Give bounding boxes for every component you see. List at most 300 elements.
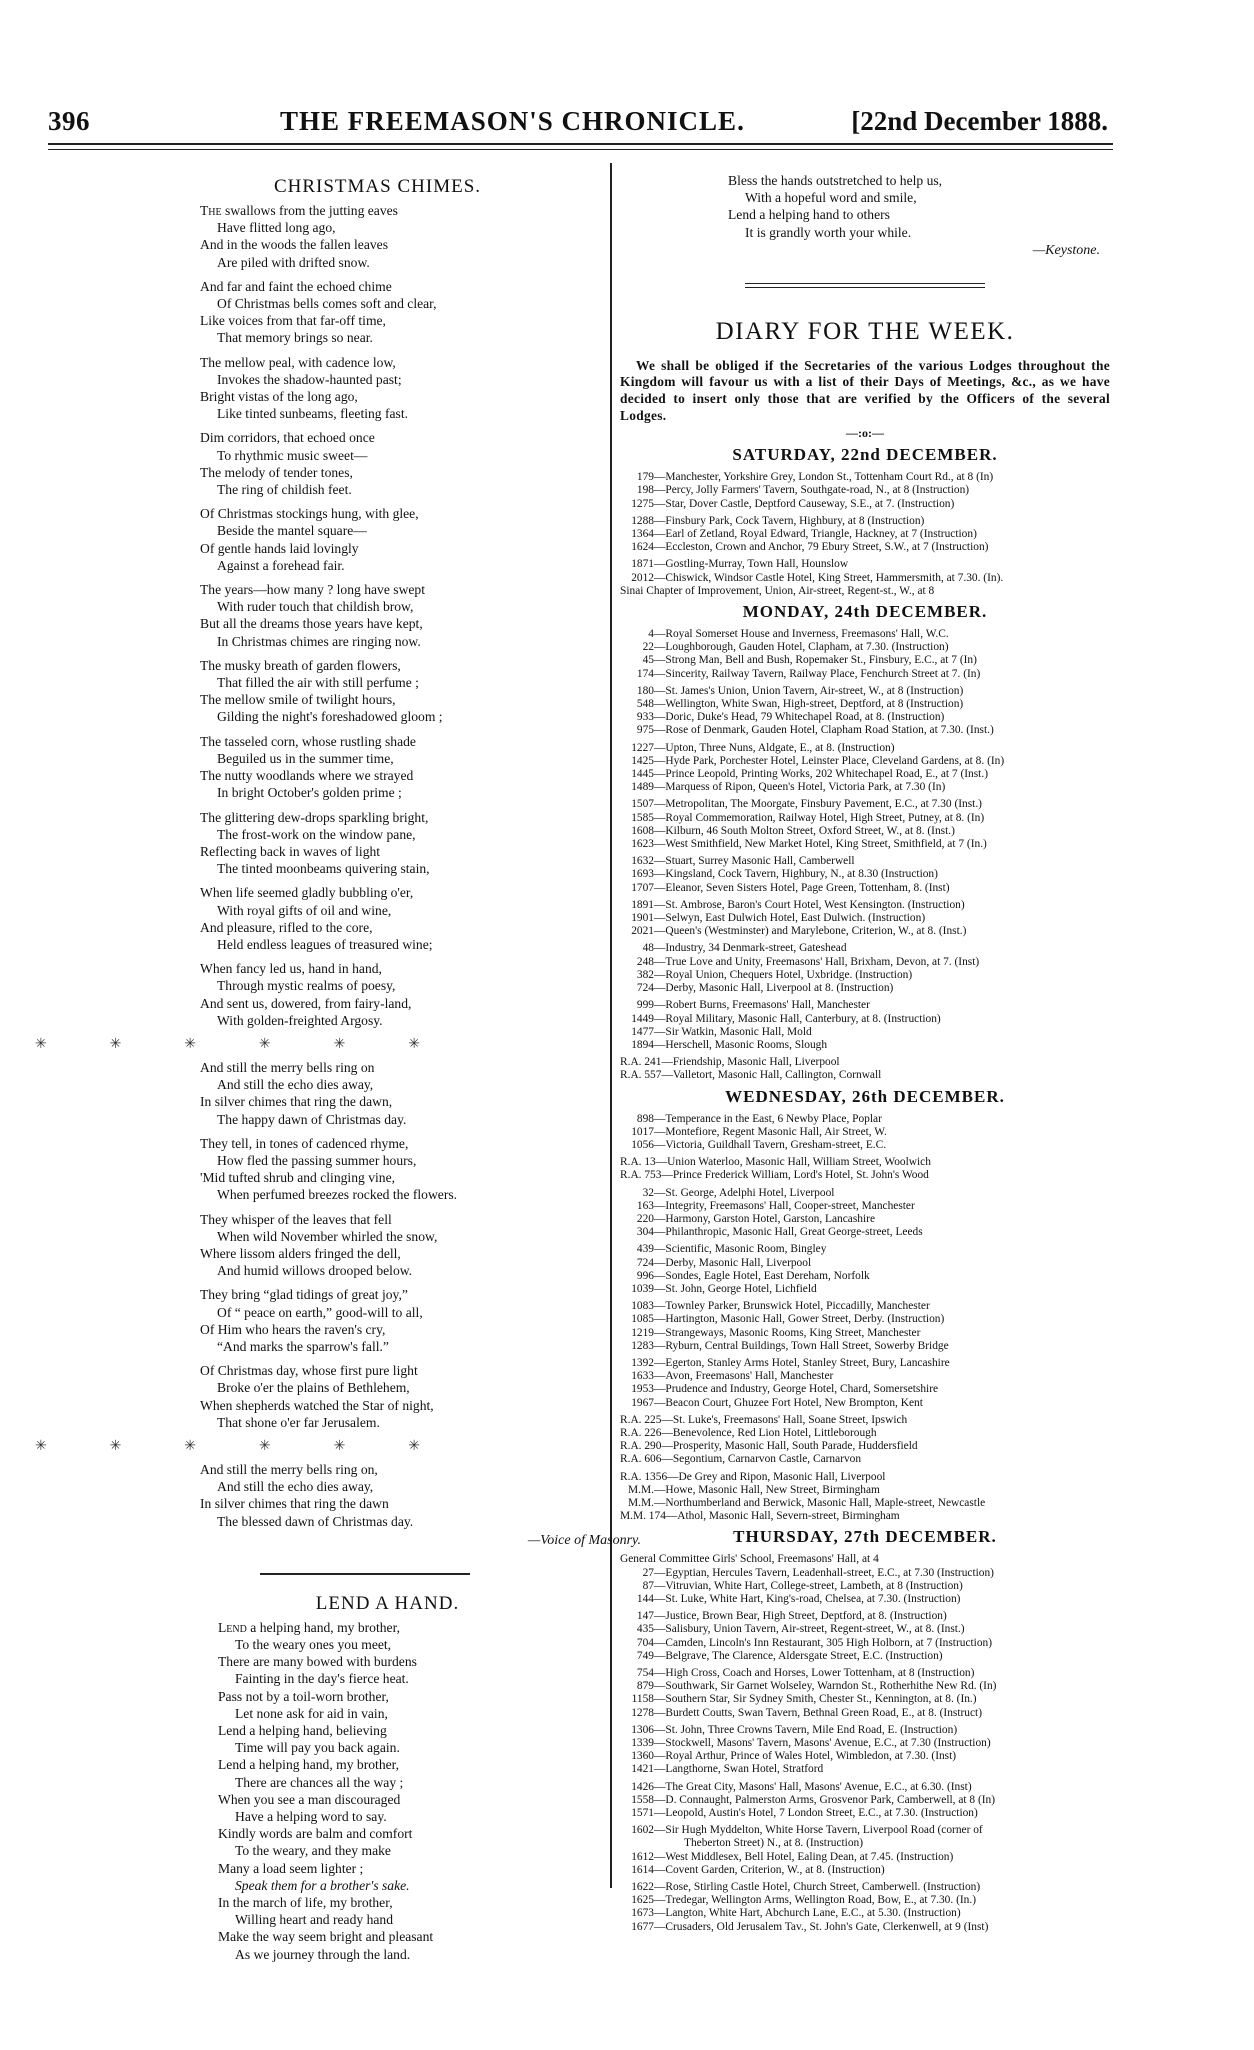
poem-line: Bright vistas of the long ago,: [200, 389, 358, 405]
lodge-entry: [620, 1200, 1110, 1213]
lodge-entries: [620, 628, 1110, 1083]
lodge-entry: [620, 1126, 1110, 1139]
poem-line: When shepherds watched the Star of night,: [200, 1397, 434, 1413]
lodge-entry: [620, 1864, 1110, 1877]
dash-separator: —: [654, 968, 666, 981]
entry-group: [620, 899, 1110, 939]
poem-line: The frost-work on the window pane,: [217, 826, 416, 842]
lodge-entry: [620, 698, 1110, 711]
lodge-number: 1585: [631, 811, 654, 824]
dash-separator: —: [654, 1920, 666, 1933]
poem-line: They bring “glad tidings of great joy,”: [200, 1287, 408, 1303]
lodge-details: Howe, Masonic Hall, New Street, Birmingham: [665, 1483, 880, 1496]
lodge-entry: [620, 1139, 1110, 1152]
lodge-number: 1622: [631, 1881, 654, 1894]
lodge-entry: [620, 1737, 1110, 1750]
dash-separator: —: [661, 1426, 673, 1439]
star-icon: ✳: [258, 1036, 271, 1052]
lodge-entry: [620, 1013, 1110, 1026]
lodge-details: Industry, 34 Denmark-street, Gateshead: [665, 942, 847, 955]
lodge-details: Royal Somerset House and Inverness, Freemasons' Hall, W.C.: [665, 628, 949, 641]
christmas-chimes-final-stanza: [200, 1461, 595, 1530]
lodge-entry-continued: Theberton Street) N., at 8. (Instruction): [684, 1837, 864, 1850]
lodge-entry: [620, 1169, 1110, 1182]
lodge-number: 1426: [631, 1780, 654, 1793]
lodge-number: 1306: [631, 1723, 654, 1736]
lodge-details: Townley Parker, Brunswick Hotel, Piccadilly, Manchester: [665, 1300, 930, 1313]
lodge-entry: [620, 1807, 1110, 1820]
paper-title: THE FREEMASON'S CHRONICLE.: [280, 106, 745, 136]
lodge-details: Royal Arthur, Prince of Wales Hotel, Wimbledon, at 7.30. (Inst): [665, 1750, 957, 1763]
poem-line: And far and faint the echoed chime: [200, 278, 392, 294]
lodge-entry: [620, 685, 1110, 698]
column-divider: [610, 163, 612, 1888]
lodge-entry: [620, 1453, 1110, 1466]
lodge-number: 1624: [631, 541, 654, 554]
lodge-details: Sincerity, Railway Tavern, Railway Place, Fenchurch Street at 7. (In): [665, 667, 981, 680]
lodge-number: 45: [642, 654, 654, 667]
dash-separator: —: [654, 484, 666, 497]
stanza: [200, 1461, 595, 1530]
poem-line: The glittering dew-drops sparkling bright,: [200, 809, 429, 825]
poem-line: Make the way seem bright and pleasant: [218, 1929, 434, 1945]
star-icon: ✳: [408, 1439, 420, 1454]
poem-line: 'Mid tufted shrub and clinging vine,: [200, 1170, 395, 1186]
poem-line: And still the merry bells ring on: [200, 1059, 375, 1075]
poem-attribution: —Voice of Masonry.: [527, 1532, 641, 1548]
poem-line: Fainting in the day's fierce heat.: [235, 1671, 409, 1687]
dash-separator: —: [654, 942, 666, 955]
lodge-details: St. John, Three Crowns Tavern, Mile End Road, E. (Instruction): [665, 1723, 958, 1736]
lodge-number: 754: [636, 1667, 654, 1680]
lodge-entry: [620, 812, 1110, 825]
lodge-entry: [620, 1313, 1110, 1326]
lodge-number: 724: [636, 1256, 654, 1269]
lodge-number: 382: [636, 968, 654, 981]
lodge-number: 1288: [631, 514, 654, 527]
poem-line: When perfumed breezes rocked the flowers.: [217, 1187, 458, 1203]
dash-separator: —: [654, 1706, 666, 1719]
dash-separator: —: [654, 999, 666, 1012]
lodge-number: 1283: [631, 1339, 654, 1352]
lodge-details: Kilburn, 46 South Molton Street, Oxford Street, W., at 8. (Inst.): [665, 824, 955, 837]
dash-separator: —: [654, 1680, 666, 1693]
diary-day: [620, 445, 1110, 598]
entry-group: [620, 1781, 1110, 1821]
star-icon: ✳: [109, 1439, 122, 1454]
lodge-details: St. George, Adelphi Hotel, Liverpool: [665, 1186, 835, 1199]
poem-line: Lend a helping hand, my brother,: [218, 1757, 400, 1773]
dash-separator: —: [654, 838, 666, 851]
lodge-number: 548: [636, 698, 654, 711]
lodge-details: Kingsland, Cock Tavern, Highbury, N., at 8.30 (Instruction): [665, 868, 938, 881]
dash-separator: —: [654, 1396, 666, 1409]
entry-group: [620, 855, 1110, 895]
poem-line: Through mystic realms of poesy,: [217, 978, 396, 994]
poem-line: To the weary ones you meet,: [235, 1637, 392, 1653]
dash-separator: —: [654, 768, 666, 781]
star-icon: ✳: [184, 1036, 197, 1052]
lodge-entry: [620, 1226, 1110, 1239]
poem-line: It is grandly worth your while.: [745, 224, 912, 240]
lodge-details: D. Connaught, Palmerston Arms, Grosvenor Park, Camberwell, at 8 (In): [665, 1793, 996, 1806]
dash-separator: —: [654, 1907, 666, 1920]
dash-separator: —: [654, 1212, 666, 1225]
lend-a-hand-lines: [218, 1619, 595, 1963]
issue-date: [22nd December 1888.: [851, 106, 1108, 136]
lodge-number: 32: [642, 1186, 654, 1199]
diary-title: DIARY FOR THE WEEK.: [715, 317, 1015, 345]
lodge-number: 1085: [631, 1313, 654, 1326]
lodge-number: 1449: [631, 1012, 654, 1025]
lodge-number: 1364: [631, 528, 654, 540]
star-icon: ✳: [408, 1036, 420, 1052]
dash-separator: —: [661, 1453, 673, 1466]
lodge-details: Northumberland and Berwick, Masonic Hall, Maple-street, Newcastle: [665, 1497, 986, 1509]
lodge-details: Philanthropic, Masonic Hall, Great George-street, Leeds: [665, 1226, 923, 1239]
lodge-details: Star, Dover Castle, Deptford Causeway, S.E., at 7. (Instruction): [665, 497, 955, 510]
poem-line: Held endless leagues of treasured wine;: [217, 936, 433, 952]
stanza: [200, 1059, 595, 1128]
lodge-details: True Love and Unity, Freemasons' Hall, Brixham, Devon, at 7. (Inst): [665, 955, 980, 968]
poem-line: Against a forehead fair.: [217, 557, 345, 573]
dash-separator: —: [654, 1623, 666, 1636]
dash-separator: —: [654, 1356, 666, 1369]
lodge-number: 1693: [631, 868, 654, 881]
poem-line: That filled the air with still perfume ;: [217, 675, 419, 691]
lodge-entry: [620, 1484, 1110, 1497]
lodge-number: 2021: [631, 925, 654, 938]
asterism-divider: [35, 1036, 420, 1053]
lodge-details: Burdett Coutts, Swan Tavern, Bethnal Green Road, E., at 8. (Instruct): [665, 1706, 982, 1719]
poem-line: With a hopeful word and smile,: [745, 190, 917, 206]
lodge-entry: [620, 1213, 1110, 1226]
poem-line: Of gentle hands laid lovingly: [200, 540, 359, 556]
dash-separator: —: [654, 698, 666, 711]
lodge-number: 933: [636, 711, 654, 724]
poem-line: The mellow smile of twilight hours,: [200, 692, 396, 708]
dash-separator: —: [654, 1112, 666, 1125]
lodge-number: 144: [636, 1593, 654, 1606]
dash-separator: —: [654, 684, 666, 697]
lodge-entry: [620, 1187, 1110, 1200]
entry-group: [620, 471, 1110, 511]
day-heading: WEDNESDAY, 26th DECEMBER.: [725, 1086, 1005, 1106]
lodge-details: Chiswick, Windsor Castle Hotel, King Street, Hammersmith, at 7.30. (In).: [665, 571, 1004, 584]
poem-line-text: a helping hand, my brother,: [250, 1619, 400, 1635]
lodge-details: Langthorne, Swan Hotel, Stratford: [665, 1763, 824, 1776]
dash-separator: —: [661, 1440, 673, 1453]
lodge-number: 1612: [631, 1850, 654, 1863]
lodge-entry: [620, 1553, 1110, 1566]
dash-separator: —: [654, 1881, 666, 1894]
lodge-details: Stuart, Surrey Masonic Hall, Camberwell: [665, 855, 855, 868]
lodge-number: 1901: [631, 912, 654, 925]
dash-separator: —: [654, 654, 666, 667]
poem-line: The musky breath of garden flowers,: [200, 657, 401, 673]
lodge-number: 1275: [631, 497, 654, 510]
poem-line: In bright October's golden prime ;: [217, 785, 402, 801]
lodge-entry: [620, 1283, 1110, 1296]
lodge-entry: [620, 781, 1110, 794]
lodge-details: West Middlesex, Bell Hotel, Ealing Dean, at 7.45. (Instruction): [665, 1850, 954, 1863]
poem-line: Reflecting back in waves of light: [200, 843, 381, 859]
poem-line: Beguiled us in the summer time,: [217, 750, 394, 766]
lodge-details: St. Luke, White Hart, King's-road, Chelsea, at 7.30. (Instruction): [665, 1593, 961, 1606]
lodge-details: Eccleston, Crown and Anchor, 79 Ebury Street, S.W., at 7 (Instruction): [665, 541, 989, 554]
drop-word: The: [200, 203, 226, 218]
dash-separator: —: [654, 781, 666, 794]
lodge-number: 879: [636, 1680, 654, 1693]
lodge-details: St. Ambrose, Baron's Court Hotel, West Kensington. (Instruction): [665, 898, 965, 911]
lodge-number: 304: [636, 1226, 654, 1239]
lodge-entry: [620, 1680, 1110, 1693]
lodge-details: Vitruvian, White Hart, College-street, Lambeth, at 8 (Instruction): [665, 1579, 963, 1592]
lodge-number: R.A. 606: [620, 1453, 662, 1466]
poem-line: Of “ peace on earth,” good-will to all,: [217, 1304, 423, 1320]
stanza: [200, 733, 595, 802]
lodge-entry: [620, 969, 1110, 982]
lodge-details: Prince Frederick William, Lord's Hotel, St. John's Wood: [672, 1169, 929, 1182]
lodge-details: Eleanor, Seven Sisters Hotel, Page Green, Tottenham, 8. (Inst): [665, 881, 950, 894]
lodge-details: Sir Hugh Myddelton, White Horse Tavern, Liverpool Road (corner of: [665, 1824, 983, 1837]
lodge-details: Segontium, Carnarvon Castle, Carnarvon: [672, 1453, 862, 1466]
lodge-number: 724: [636, 982, 654, 995]
poem-line: The happy dawn of Christmas day.: [217, 1111, 407, 1127]
lodge-details: St. John, George Hotel, Lichfield: [665, 1282, 817, 1295]
dash-separator: —: [654, 754, 666, 767]
lodge-entry: [620, 755, 1110, 768]
poem-line: [218, 1619, 595, 1636]
lodge-entries: [620, 471, 1110, 598]
entry-group: [620, 1187, 1110, 1240]
dash-separator: —: [654, 1383, 666, 1396]
lodge-number: 1227: [631, 741, 654, 754]
lodge-details: Ryburn, Central Buildings, Town Hall Street, Sowerby Bridge: [665, 1339, 949, 1352]
lodge-entry: [620, 982, 1110, 995]
diary-day: [620, 1087, 1110, 1524]
lodge-details: Salisbury, Union Tavern, Air-street, Regent-street, W., at 8. (Inst.): [665, 1623, 965, 1636]
lodge-entry: [620, 558, 1110, 571]
lodge-details: Stockwell, Masons' Tavern, Masons' Avenue, E.C., at 7.30 (Instruction): [665, 1737, 991, 1750]
lodge-details: Beacon Court, Ghuzee Fort Hotel, New Brompton, Kent: [665, 1396, 923, 1409]
lodge-number: 1083: [631, 1300, 654, 1313]
lodge-details: Crusaders, Old Jerusalem Tav., St. John's Gate, Clerkenwell, at 9 (Inst): [665, 1920, 989, 1933]
lodge-entry: [620, 798, 1110, 811]
dash-separator: —: [654, 1566, 666, 1579]
lodge-number: 1677: [631, 1920, 654, 1933]
lodge-details: General Committee Girls' School, Freemasons' Hall, at 4: [620, 1553, 879, 1566]
lodge-entry: [620, 585, 1110, 598]
dash-separator: —: [661, 1069, 673, 1082]
lodge-entry: [620, 1069, 1110, 1082]
lodge-details: Royal Union, Chequers Hotel, Uxbridge. (Instruction): [665, 968, 913, 981]
poem-line: In the march of life, my brother,: [218, 1895, 393, 1911]
dash-separator: —: [654, 1313, 666, 1326]
lodge-details: Friendship, Masonic Hall, Liverpool: [672, 1056, 840, 1069]
dash-separator: —: [654, 628, 666, 641]
lodge-details: West Smithfield, New Market Hotel, King Street, Smithfield, at 7 (In.): [665, 838, 987, 851]
dash-separator: —: [654, 811, 666, 824]
dash-separator: —: [654, 1339, 666, 1352]
lodge-number: 999: [636, 999, 654, 1012]
lodge-entry: [620, 724, 1110, 737]
dash-separator: —: [654, 514, 666, 527]
dash-separator: —: [654, 925, 666, 938]
dash-separator: —: [654, 1793, 666, 1806]
lodge-entry: [620, 1257, 1110, 1270]
poem-line: When you see a man discouraged: [218, 1791, 401, 1807]
poem-line: Of Christmas stockings hung, with glee,: [200, 506, 419, 522]
poem-line: In Christmas chimes are ringing now.: [217, 633, 421, 649]
header-rule: [48, 143, 1113, 145]
lodge-number: 87: [642, 1579, 654, 1592]
poem-line: And still the echo dies away,: [217, 1077, 374, 1093]
masthead: [48, 106, 1108, 140]
poem-line: Bless the hands outstretched to help us,: [728, 173, 943, 188]
dash-separator: —: [654, 1649, 666, 1662]
poem-title-christmas-chimes: CHRISTMAS CHIMES.: [273, 176, 482, 197]
lodge-entries: [620, 1553, 1110, 1933]
poem-line: Where lissom alders fringed the dell,: [200, 1245, 401, 1261]
poem-line: “And marks the sparrow's fall.”: [217, 1338, 389, 1354]
right-column: [620, 172, 1110, 1938]
poem-line: The years—how many ? long have swept: [200, 582, 425, 598]
ornament: —:o:—: [846, 426, 884, 441]
lodge-entry: [620, 498, 1110, 511]
lodge-details: Temperance in the East, 6 Newby Place, Poplar: [665, 1112, 882, 1125]
poem-line: The ring of childish feet.: [217, 482, 352, 498]
dash-separator: —: [654, 1483, 666, 1496]
stanza: [200, 809, 595, 878]
lodge-details: Percy, Jolly Farmers' Tavern, Southgate-road, N., at 8 (Instruction): [665, 484, 970, 497]
entry-group: [620, 1357, 1110, 1410]
dash-separator: —: [654, 798, 666, 811]
lodge-number: 1608: [631, 824, 654, 837]
dash-separator: —: [661, 1169, 673, 1182]
lodge-number: 898: [636, 1112, 654, 1125]
lodge-details: De Grey and Ripon, Masonic Hall, Liverpool: [678, 1470, 886, 1483]
dash-separator: —: [654, 868, 666, 881]
diary-day: [620, 1527, 1110, 1933]
poem-line: Broke o'er the plains of Bethlehem,: [217, 1380, 410, 1396]
lodge-number: 220: [636, 1212, 654, 1225]
lodge-number: 1056: [631, 1138, 654, 1151]
lodge-number: R.A. 1356: [620, 1470, 668, 1483]
lodge-number: 996: [636, 1269, 654, 1282]
poem-line: And still the echo dies away,: [217, 1479, 374, 1495]
poem-line: Lend a helping hand to others: [728, 207, 890, 223]
lodge-entry: [620, 628, 1110, 641]
stanza: [200, 581, 595, 650]
lodge-entry: [620, 825, 1110, 838]
poem-line: The blessed dawn of Christmas day.: [217, 1513, 414, 1529]
poem-line-text: swallows from the jutting eaves: [225, 203, 398, 218]
lodge-number: R.A. 241: [620, 1056, 662, 1069]
lend-a-hand-continuation: [728, 172, 1110, 241]
lodge-entry: [620, 1270, 1110, 1283]
lodge-entry: [620, 1243, 1110, 1256]
entry-group: [620, 1243, 1110, 1296]
star-icon: ✳: [35, 1439, 47, 1454]
star-icon: ✳: [184, 1439, 197, 1454]
dash-separator: —: [654, 1256, 666, 1269]
lodge-entry: [620, 1039, 1110, 1052]
lodge-entry: [620, 1357, 1110, 1370]
diary-day: [620, 602, 1110, 1083]
lodge-details: Integrity, Freemasons' Hall, Cooper-street, Manchester: [665, 1199, 915, 1212]
lodge-details: Hartington, Masonic Hall, Gower Street, Derby. (Instruction): [665, 1313, 945, 1326]
lodge-number: 22: [642, 641, 654, 654]
entry-group: [620, 798, 1110, 851]
lodge-entry: [620, 1637, 1110, 1650]
lodge-number: R.A. 753: [620, 1169, 662, 1182]
lodge-number: 1871: [631, 558, 654, 571]
lodge-entry: [620, 572, 1110, 585]
lodge-entry: [620, 1824, 1110, 1837]
lodge-number: 198: [636, 484, 654, 497]
dash-separator: —: [654, 1667, 666, 1680]
lodge-entry: [620, 1370, 1110, 1383]
lodge-number: 48: [642, 942, 654, 955]
lodge-details: Derby, Masonic Hall, Liverpool: [665, 1256, 812, 1269]
poem-line: With golden-freighted Argosy.: [217, 1012, 383, 1028]
lodge-details: The Great City, Masons' Hall, Masons' Avenue, E.C., at 6.30. (Inst): [665, 1780, 972, 1793]
poem-line: In silver chimes that ring the dawn,: [200, 1094, 393, 1110]
poem-line: Willing heart and ready hand: [235, 1912, 393, 1928]
lodge-number: 1017: [631, 1125, 654, 1138]
star-icon: ✳: [333, 1439, 346, 1454]
poem-line: Of Him who hears the raven's cry,: [200, 1321, 386, 1337]
lodge-entry: [620, 1763, 1110, 1776]
lodge-number: 248: [636, 955, 654, 968]
star-icon: ✳: [35, 1036, 47, 1052]
lodge-details: Metropolitan, The Moorgate, Finsbury Pavement, E.C., at 7.30 (Inst.): [665, 798, 982, 811]
poem-line: Have flitted long ago,: [217, 220, 336, 236]
lodge-entry: [620, 1427, 1110, 1440]
day-heading: THURSDAY, 27th DECEMBER.: [733, 1527, 997, 1547]
poem-line: [200, 202, 595, 219]
header-rule-thin: [48, 149, 1113, 150]
dash-separator: —: [654, 1226, 666, 1239]
poem-line: Many a load seem lighter ;: [218, 1860, 364, 1876]
lodge-number: 174: [636, 667, 654, 680]
entry-group: [620, 628, 1110, 681]
poem-line: Are piled with drifted snow.: [217, 254, 370, 270]
lodge-number: 1707: [631, 881, 654, 894]
lodge-number: 180: [636, 684, 654, 697]
lodge-details: Strangeways, Masonic Rooms, King Street, Manchester: [665, 1326, 921, 1339]
lodge-entry: [620, 1026, 1110, 1039]
lodge-details: Camden, Lincoln's Inn Restaurant, 305 High Holborn, at 7 (Instruction): [665, 1636, 993, 1649]
poem-line: Pass not by a toil-worn brother,: [218, 1688, 389, 1704]
lodge-details: Langton, White Hart, Abchurch Lane, E.C., at 5.30. (Instruction): [665, 1907, 961, 1920]
dash-separator: —: [654, 1243, 666, 1256]
lodge-number: R.A. 557: [620, 1069, 662, 1082]
lodge-number: 1891: [631, 898, 654, 911]
dash-separator: —: [654, 558, 666, 571]
lodge-number: M.M.: [628, 1497, 654, 1509]
entry-group: [620, 685, 1110, 738]
diary-days: [620, 445, 1110, 1934]
dash-separator: —: [654, 1750, 666, 1763]
lodge-entry: [620, 515, 1110, 528]
lodge-details: Queen's (Westminster) and Marylebone, Criterion, W., at 8. (Inst.): [665, 925, 967, 938]
section-rule: [745, 283, 985, 288]
lodge-details: Prosperity, Masonic Hall, South Parade, Huddersfield: [672, 1440, 918, 1453]
dash-separator: —: [654, 1186, 666, 1199]
lodge-number: 1039: [631, 1282, 654, 1295]
